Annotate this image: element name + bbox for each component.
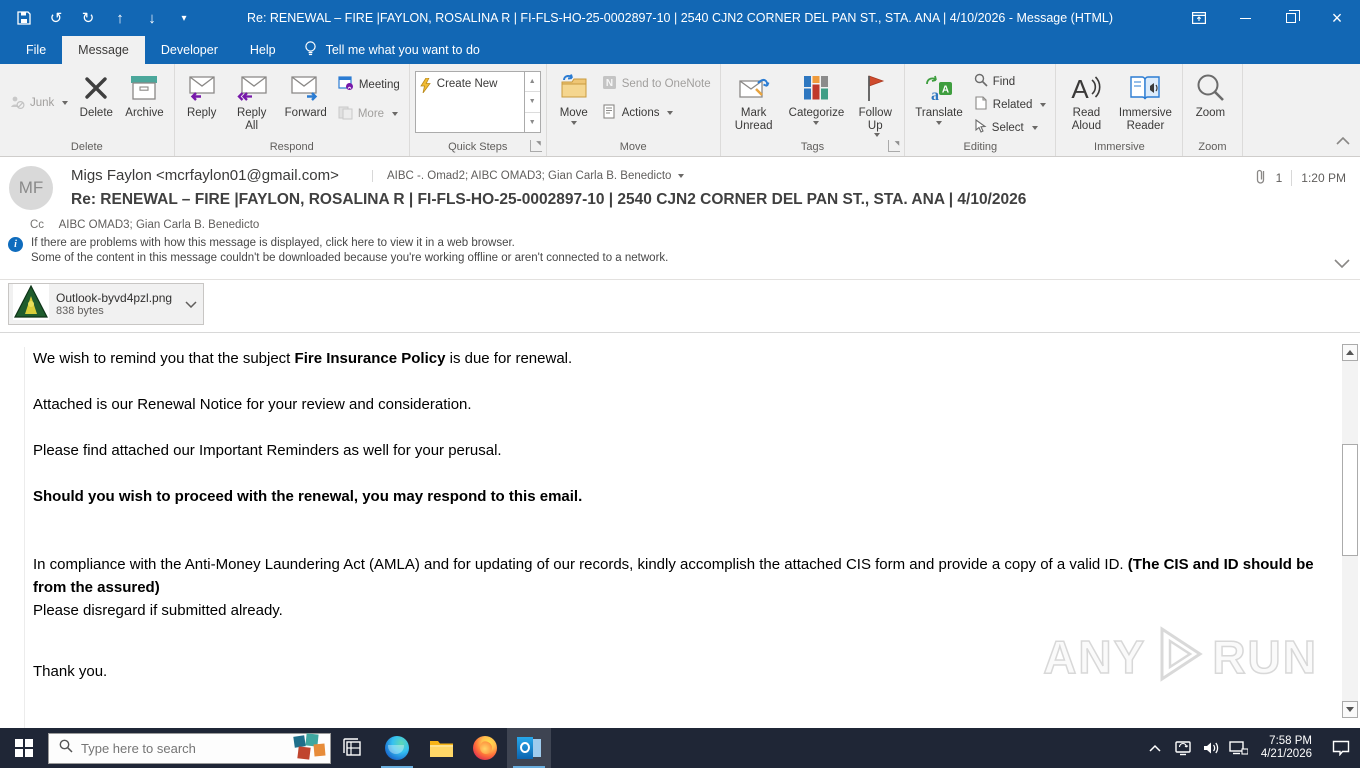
move-up-icon[interactable]: ↑ [116, 9, 124, 27]
paragraph-6: Please disregard if submitted already. [33, 602, 283, 619]
recipients-expand-icon[interactable] [678, 174, 684, 178]
avatar: MF [9, 166, 53, 210]
info-line-1[interactable]: If there are problems with how this message is displayed, click here to view it in a web browser. [31, 237, 515, 249]
gallery-up-button[interactable]: ▲ [525, 72, 540, 92]
ribbon-group-label-quick-steps: Quick Steps [448, 141, 508, 153]
ribbon-group-zoom [1183, 64, 1242, 156]
forward-icon [290, 71, 322, 105]
ribbon-group-respond [175, 64, 410, 156]
attachment-size: 838 bytes [56, 304, 104, 317]
svg-text:a: a [931, 87, 940, 102]
tray-chevron-icon[interactable] [1141, 728, 1169, 768]
clock-date: 4/21/2026 [1260, 748, 1312, 760]
window-controls [1176, 0, 1360, 36]
title-bar [0, 0, 1360, 36]
zoom-icon [1195, 71, 1225, 105]
ribbon-group-editing [905, 64, 1056, 156]
translate-icon [924, 71, 954, 105]
firefox-taskbar-button[interactable] [463, 728, 507, 768]
related-icon [974, 96, 988, 113]
ribbon-display-options-button[interactable] [1176, 0, 1222, 36]
collapse-ribbon-button[interactable] [1336, 132, 1350, 150]
read-aloud-icon [1070, 71, 1102, 105]
ribbon-group-quick-steps [410, 64, 547, 156]
outlook-icon [517, 737, 541, 759]
tab-file[interactable]: File [26, 43, 47, 57]
cc-label: Cc [30, 219, 45, 231]
header-expand-icon[interactable] [1334, 255, 1350, 273]
ribbon-group-label-move: Move [619, 141, 647, 153]
customize-qat-icon[interactable]: ▾ [181, 12, 187, 24]
message-body [0, 333, 1360, 728]
reply-all-button[interactable]: Reply All [226, 67, 278, 139]
search-highlights-icon[interactable] [292, 734, 326, 762]
ribbon-group-tags [721, 64, 906, 156]
find-icon [974, 73, 988, 90]
attachment-menu-icon[interactable] [185, 295, 197, 313]
lightning-icon [420, 78, 431, 96]
select-button[interactable]: Select [970, 118, 1051, 137]
subject-line: Re: RENEWAL – FIRE |FAYLON, ROSALINA R | FI-FLS-HO-25-0002897-10 | 2540 CJN2 CORNER DEL PAN ST., STA. ANA | 4/10/2026 [71, 191, 1027, 208]
archive-button[interactable]: Archive [120, 67, 168, 139]
sender-address[interactable]: Migs Faylon <mcrfaylon01@gmail.com> [71, 167, 339, 184]
clock-time: 7:58 PM [1269, 735, 1312, 747]
attachment-count: 1 [1275, 171, 1283, 185]
svg-text:A: A [1071, 74, 1090, 102]
paragraph-5: In compliance with the Anti-Money Laundering Act (AMLA) and for updating of our records, kindly accomplish the attached CIS form and provide a copy of a valid ID. (The CIS and ID should be from the assured) [33, 556, 1314, 596]
paragraph-1: We wish to remind you that the subject Fire Insurance Policy is due for renewal. [33, 350, 573, 367]
follow-up-button[interactable]: Follow Up [851, 67, 899, 139]
header-meta [1255, 168, 1346, 188]
search-icon [59, 739, 73, 758]
cc-line [30, 219, 259, 231]
forward-button[interactable]: Forward [280, 67, 332, 139]
meeting-icon [338, 75, 354, 94]
message-body-text [24, 347, 1320, 728]
ribbon-group-label-editing: Editing [963, 141, 998, 153]
create-new-quick-step[interactable]: Create New [416, 72, 524, 132]
info-bar [8, 236, 668, 266]
quick-steps-gallery [415, 71, 541, 133]
ribbon-group-immersive [1056, 64, 1183, 156]
taskbar [0, 728, 1360, 768]
meeting-button[interactable]: Meeting [334, 74, 404, 95]
tab-help[interactable]: Help [249, 43, 276, 57]
onenote-icon [602, 75, 617, 93]
close-button[interactable]: × [1331, 7, 1343, 28]
scrollbar-thumb[interactable] [1342, 444, 1358, 556]
anyrun-watermark: ANY RUN [1043, 625, 1318, 688]
translate-button[interactable]: a A Translate [910, 67, 968, 139]
tell-me-label: Tell me what you want to do [325, 43, 480, 57]
more-respond-button[interactable]: More [334, 104, 404, 124]
scroll-down-button[interactable] [1342, 701, 1358, 718]
junk-button[interactable]: Junk [5, 93, 72, 114]
categorize-button[interactable]: Categorize [784, 67, 850, 139]
quick-access-toolbar [0, 9, 192, 27]
reply-all-icon [236, 71, 268, 105]
ribbon-group-label-tags: Tags [800, 141, 825, 153]
save-icon[interactable] [16, 11, 32, 25]
mark-unread-button[interactable]: Mark Unread [726, 67, 782, 139]
message-header [0, 157, 1360, 333]
related-button[interactable]: Related [970, 95, 1051, 114]
delete-icon [83, 71, 109, 105]
zoom-button[interactable]: Zoom [1188, 67, 1232, 139]
reply-button[interactable]: Reply [180, 67, 224, 139]
edge-taskbar-button[interactable] [375, 728, 419, 768]
search-input[interactable] [81, 741, 284, 756]
ribbon [0, 64, 1360, 157]
received-time: 1:20 PM [1301, 171, 1346, 185]
categorize-icon [803, 71, 829, 105]
window-title: Re: RENEWAL – FIRE |FAYLON, ROSALINA R | FI-FLS-HO-25-0002897-10 | 2540 CJN2 CORNER DEL PAN ST., STA. ANA | 4/10/2026 - Message (HTML) [246, 11, 1114, 25]
immersive-reader-icon [1128, 71, 1162, 105]
network-tray-icon[interactable] [1225, 728, 1253, 768]
scroll-up-button[interactable] [1342, 344, 1358, 361]
ribbon-group-delete [0, 64, 175, 156]
send-to-onenote-button[interactable]: N Send to OneNote [598, 74, 715, 94]
tags-dialog-launcher[interactable] [888, 140, 900, 152]
actions-icon [602, 104, 617, 122]
paragraph-thanks: Thank you. [33, 663, 108, 680]
immersive-reader-button[interactable]: Immersive Reader [1113, 67, 1177, 139]
svg-text:N: N [605, 78, 613, 89]
actions-button[interactable]: Actions [598, 103, 715, 123]
gallery-down-button[interactable]: ▼ [525, 92, 540, 112]
mark-unread-icon [738, 71, 770, 105]
ribbon-tab-bar [0, 36, 1360, 64]
quick-steps-dialog-launcher[interactable] [530, 140, 542, 152]
redo-icon[interactable]: ↻ [81, 10, 95, 27]
ribbon-group-label-respond: Respond [269, 141, 314, 153]
delete-button[interactable]: Delete [74, 67, 118, 139]
start-button[interactable] [0, 728, 48, 768]
paragraph-3: Please find attached our Important Reminders as well for your perusal. [33, 442, 502, 459]
screen-capture-tray-icon[interactable] [1169, 728, 1197, 768]
restore-button[interactable] [1268, 0, 1314, 36]
taskbar-clock[interactable] [1253, 735, 1322, 761]
paragraph-4: Should you wish to proceed with the renewal, you may respond to this email. [33, 488, 583, 505]
junk-icon [9, 94, 25, 113]
attachment-name: Outlook-byvd4pzl.png [56, 290, 173, 305]
more-respond-icon [338, 105, 353, 123]
quick-steps-scroll [524, 72, 540, 132]
firefox-icon [473, 736, 497, 760]
paragraph-2: Attached is our Renewal Notice for your review and consideration. [33, 396, 472, 413]
recipient-list[interactable]: AIBC -. Omad2; AIBC OMAD3; Gian Carla B. Benedicto [372, 170, 684, 182]
info-line-2: Some of the content in this message couldn't be downloaded because you're working offline or aren't connected to a network. [31, 252, 669, 264]
edge-icon [385, 736, 409, 760]
select-cursor-icon [974, 119, 987, 136]
vertical-scrollbar[interactable] [1342, 344, 1358, 718]
reply-icon [186, 71, 218, 105]
action-center-button[interactable] [1322, 728, 1360, 768]
gallery-more-button[interactable]: ▼ [528, 118, 536, 126]
lightbulb-icon [304, 41, 317, 60]
volume-tray-icon[interactable] [1197, 728, 1225, 768]
find-button[interactable]: Find [970, 72, 1051, 91]
archive-icon [129, 71, 159, 105]
windows-logo-icon [15, 739, 33, 757]
taskbar-search[interactable] [48, 733, 331, 764]
attachment-thumbnail [13, 284, 49, 325]
undo-icon[interactable]: ↺ [49, 10, 63, 27]
tell-me-box[interactable] [292, 36, 492, 64]
move-folder-icon [558, 71, 590, 105]
attachment-chip[interactable] [8, 283, 204, 325]
ribbon-group-move [547, 64, 721, 156]
minimize-button[interactable] [1222, 0, 1268, 36]
outlook-taskbar-button[interactable] [507, 728, 551, 768]
file-explorer-taskbar-button[interactable] [419, 728, 463, 768]
ribbon-group-label-delete: Delete [70, 141, 103, 153]
tab-message[interactable]: Message [62, 36, 145, 64]
svg-text:A: A [941, 84, 950, 96]
paperclip-icon [1255, 168, 1267, 188]
ribbon-group-label-zoom: Zoom [1198, 141, 1227, 153]
read-aloud-button[interactable]: A Read Aloud [1061, 67, 1111, 139]
follow-up-flag-icon [864, 71, 886, 105]
task-view-button[interactable] [331, 728, 375, 768]
info-icon: i [8, 237, 23, 252]
move-down-icon[interactable]: ↓ [148, 9, 156, 27]
tab-developer[interactable]: Developer [160, 43, 218, 57]
system-tray [1141, 728, 1360, 768]
cc-recipients[interactable]: AIBC OMAD3; Gian Carla B. Benedicto [58, 219, 260, 231]
move-button[interactable]: Move [552, 67, 596, 139]
ribbon-group-label-immersive: Immersive [1094, 141, 1145, 153]
